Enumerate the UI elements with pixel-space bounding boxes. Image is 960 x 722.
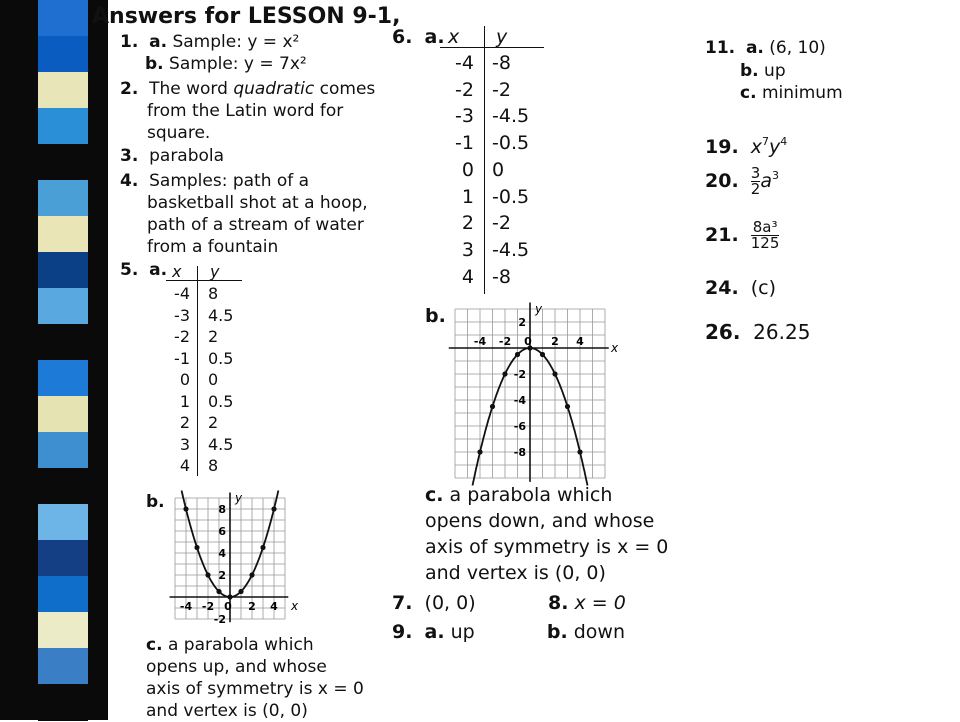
data-point <box>577 449 582 454</box>
table-cell-y: -0.5 <box>492 132 530 155</box>
stripe-block <box>38 648 88 685</box>
x-tick-label: -4 <box>473 335 487 348</box>
y-tick-label: -2 <box>213 613 226 626</box>
q2: 2. The word quadratic comes from the Latin word for square. <box>120 79 376 143</box>
data-point <box>183 506 188 511</box>
table-cell-x: -3 <box>455 105 474 128</box>
data-point <box>249 572 254 577</box>
x-tick-label: 0 <box>524 335 532 348</box>
q6-label: 6. a. <box>392 26 445 48</box>
table-cell-y: -4.5 <box>492 238 530 261</box>
table-cell-y: -2 <box>492 212 511 235</box>
x-tick-label: 2 <box>551 335 559 348</box>
stripe-block <box>38 144 88 181</box>
table-cell-x: 4 <box>461 265 474 288</box>
data-point <box>515 352 520 357</box>
q7: 7. (0, 0) <box>392 592 476 614</box>
table-cell-x: -1 <box>174 348 190 368</box>
x-tick-label: 2 <box>248 600 256 613</box>
data-point <box>502 371 507 376</box>
q6-b-label: b. <box>425 305 446 327</box>
y-tick-label: -2 <box>513 368 526 381</box>
y-tick-label: 2 <box>218 569 226 582</box>
x-axis-label: x <box>611 341 619 355</box>
q1-b: b. Sample: y = 7x² <box>145 54 307 74</box>
q21: 21. $\frac{\text{8a³}}{125}$ <box>705 218 780 252</box>
table-cell-y: -2 <box>492 78 511 101</box>
stripe-block <box>38 504 88 541</box>
table-cell-x: 2 <box>461 212 474 235</box>
data-point <box>477 449 482 454</box>
table-cell-y: 0.5 <box>208 391 234 411</box>
data-point <box>565 404 570 409</box>
table-cell-x: -4 <box>455 52 474 74</box>
table-cell-y: -0.5 <box>492 185 530 208</box>
y-tick-label: -6 <box>513 420 526 433</box>
data-point <box>216 589 221 594</box>
table-cell-x: -4 <box>174 284 190 303</box>
stripe-block <box>38 396 88 433</box>
x-tick-label: 0 <box>224 600 232 613</box>
table-cell-y: 2 <box>208 413 219 432</box>
data-point <box>490 404 495 409</box>
table-cell-x: -2 <box>174 327 190 346</box>
table-cell-y: -4.5 <box>492 105 530 128</box>
data-point <box>238 589 243 594</box>
stripe-block <box>38 72 88 109</box>
q20: 20. $\frac{3}{2}$ $a^3$ <box>705 164 779 198</box>
table-cell-x: -1 <box>455 132 474 155</box>
stripe-block <box>38 288 88 325</box>
data-point <box>552 371 557 376</box>
y-tick-label: -4 <box>513 394 526 407</box>
table-cell-y: -8 <box>492 265 511 288</box>
table-cell-x: -3 <box>174 305 190 325</box>
table-cell-x: 3 <box>461 238 474 261</box>
table-cell-x: 0 <box>461 158 474 181</box>
decorative-stripe <box>0 0 108 720</box>
stripe-block <box>38 540 88 577</box>
table-cell-x: 0 <box>179 370 190 389</box>
data-point <box>540 352 545 357</box>
q9: 9. a. up b. down <box>392 621 625 643</box>
data-point <box>194 545 199 550</box>
q1-a: 1. a. Sample: y = x² <box>120 32 300 52</box>
y-tick-label: 2 <box>518 316 526 329</box>
table-cell-x: 1 <box>179 391 190 411</box>
q8: 8. x = 0 <box>548 592 626 614</box>
y-axis-label: y <box>235 491 243 505</box>
table-cell-y: 0 <box>208 370 219 389</box>
table-cell-y: 0 <box>492 158 505 181</box>
y-tick-label: 6 <box>218 525 226 538</box>
q5-c: c. a parabola which opens up, and whose axis of symmetry is x = 0 and vertex is (0, 0) <box>146 635 364 721</box>
page-title: Answers for LESSON 9-1, <box>92 4 401 29</box>
table-cell-y: 8 <box>208 456 219 475</box>
stripe-block <box>38 576 88 613</box>
q11-b: b. up <box>740 61 786 81</box>
q5-b-label: b. <box>146 492 165 512</box>
table-cell-x: 1 <box>461 185 474 208</box>
data-point <box>260 545 265 550</box>
graph-down-parabola <box>450 302 619 476</box>
y-tick-label: 4 <box>218 547 226 560</box>
table-cell-x: 3 <box>179 434 190 454</box>
x-tick-label: -2 <box>498 335 512 348</box>
table-cell-x: 2 <box>179 413 190 432</box>
x-axis-label: x <box>291 599 299 613</box>
data-point <box>227 594 232 599</box>
stripe-block <box>38 36 88 73</box>
table-cell-y: 0.5 <box>208 348 234 368</box>
y-axis-label: y <box>535 302 543 316</box>
q3: 3. parabola <box>120 146 225 166</box>
table-cell-y: 4.5 <box>208 305 234 325</box>
stripe-block <box>38 468 88 505</box>
data-point <box>271 506 276 511</box>
stripe-block <box>38 612 88 649</box>
x-tick-label: 4 <box>576 335 584 348</box>
x-tick-label: -4 <box>179 600 193 613</box>
table-cell-y: -8 <box>492 52 511 74</box>
y-tick-label: -8 <box>513 446 526 459</box>
x-tick-label: 4 <box>270 600 278 613</box>
stripe-block <box>38 0 88 37</box>
data-point <box>205 572 210 577</box>
table-cell-y: 8 <box>208 284 219 303</box>
stripe-block <box>38 108 88 145</box>
stripe-block <box>38 360 88 397</box>
stripe-block <box>38 216 88 253</box>
table-cell-y: 2 <box>208 327 219 346</box>
y-tick-label: 8 <box>218 503 226 516</box>
stripe-block <box>38 324 88 361</box>
stripe-block <box>38 252 88 289</box>
q26: 26. 26.25 <box>705 320 811 344</box>
q4: 4. Samples: path of a basketball shot at a hoop, path of a stream of water from a fountain <box>120 171 368 257</box>
stripe-block <box>38 432 88 469</box>
table-cell-x: 4 <box>179 456 190 475</box>
q5-label: 5. a. <box>120 260 168 280</box>
graph-up-parabola <box>160 490 300 628</box>
stripe-block <box>38 684 88 721</box>
q6-c: c. a parabola which opens down, and whose axis of symmetry is x = 0 and vertex is (0, 0) <box>425 484 669 584</box>
table-cell-x: -2 <box>455 78 474 101</box>
q19: 19. $x^7y^4$ <box>705 135 788 158</box>
x-tick-label: -2 <box>201 600 215 613</box>
q11-a: 11. a. (6, 10) <box>705 38 826 58</box>
table-cell-y: 4.5 <box>208 434 234 454</box>
q11-c: c. minimum <box>740 83 843 103</box>
stripe-block <box>38 180 88 217</box>
q24: 24. (c) <box>705 277 777 299</box>
